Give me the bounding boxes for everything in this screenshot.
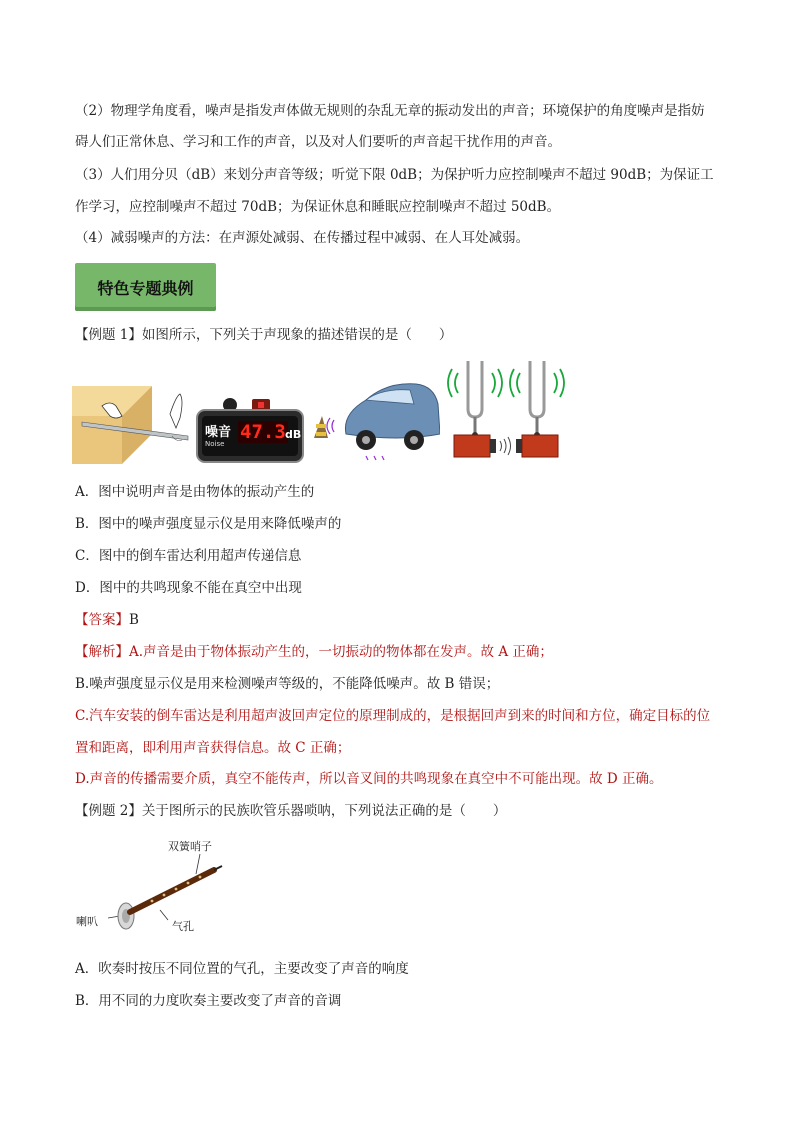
noise-meter-reading: 47.3 [240,421,286,443]
suona-label-hole: 气孔 [172,920,194,933]
example1-option-d: D．图中的共鸣现象不能在真空中出现 [75,580,302,596]
example1-option-a: A．图中说明声音是由物体的振动产生的 [75,484,315,500]
example2-option-b: B．用不同的力度吹奏主要改变了声音的音调 [75,993,342,1009]
example1-analysis-line1 [75,642,553,662]
noise-meter-unit: dB [285,428,302,441]
answer-value: B [129,612,139,628]
noise-meter-label-bottom: Noise [205,440,225,448]
intro-p4-line1: （4）减弱噪声的方法：在声源处减弱、在传播过程中减弱、在人耳处减弱。 [75,230,530,246]
analysis-text-a: A.声音是由于物体振动产生的，一切振动的物体都在发声。故 A 正确； [129,644,553,660]
example1-analysis-line4: 置和距离，即利用声音获得信息。故 C 正确； [75,740,351,756]
intro-p3-line2: 作学习，应控制噪声不超过 70dB；为保证休息和睡眠应控制噪声不超过 50dB。 [75,199,561,215]
section-banner [75,263,216,311]
noise-meter-label-top: 噪音 [205,425,232,440]
intro-p2-line1: （2）物理学角度看，噪声是指发声体做无规则的杂乱无章的振动发出的声音；环境保护的角度噪声是指妨 [75,103,705,119]
example2-option-a: A．吹奏时按压不同位置的气孔，主要改变了声音的响度 [75,961,409,977]
suona-label-bell: 喇叭 [76,915,98,928]
suona-label-reed: 双簧哨子 [168,840,212,853]
answer-label: 【答案】 [75,612,129,628]
tuning-fork-figure [446,355,576,465]
example1-analysis-line5: D.声音的传播需要介质，真空不能传声，所以音叉间的共鸣现象在真空中不可能出现。故 D 正确。 [75,771,663,787]
intro-p3-line1: （3）人们用分贝（dB）来划分声音等级；听觉下限 0dB；为保护听力应控制噪声不超过 90dB；为保证工 [75,167,714,183]
analysis-label: 【解析】 [75,644,129,660]
example1-analysis-line2: B.噪声强度显示仪是用来检测噪声等级的，不能降低噪声。故 B 错误； [75,676,500,692]
example1-option-b: B．图中的噪声强度显示仪是用来降低噪声的 [75,516,342,532]
example1-question: 【例题 1】如图所示，下列关于声现象的描述错误的是（ ） [75,327,453,343]
intro-p2-line2: 碍人们正常休息、学习和工作的声音，以及对人们要听的声音起干扰作用的声音。 [75,134,561,150]
example2-question: 【例题 2】关于图所示的民族吹管乐器唢呐，下列说法正确的是（ ） [75,803,507,819]
section-banner-title: 特色专题典例 [97,278,194,298]
ruler-vibration-figure [72,376,190,464]
example1-answer [75,610,139,630]
example1-option-c: C．图中的倒车雷达利用超声传递信息 [75,548,302,564]
reversing-radar-figure [308,376,440,464]
example1-analysis-line3: C.汽车安装的倒车雷达是利用超声波回声定位的原理制成的，是根据回声到来的时间和方位，确定目标的位 [75,708,711,724]
